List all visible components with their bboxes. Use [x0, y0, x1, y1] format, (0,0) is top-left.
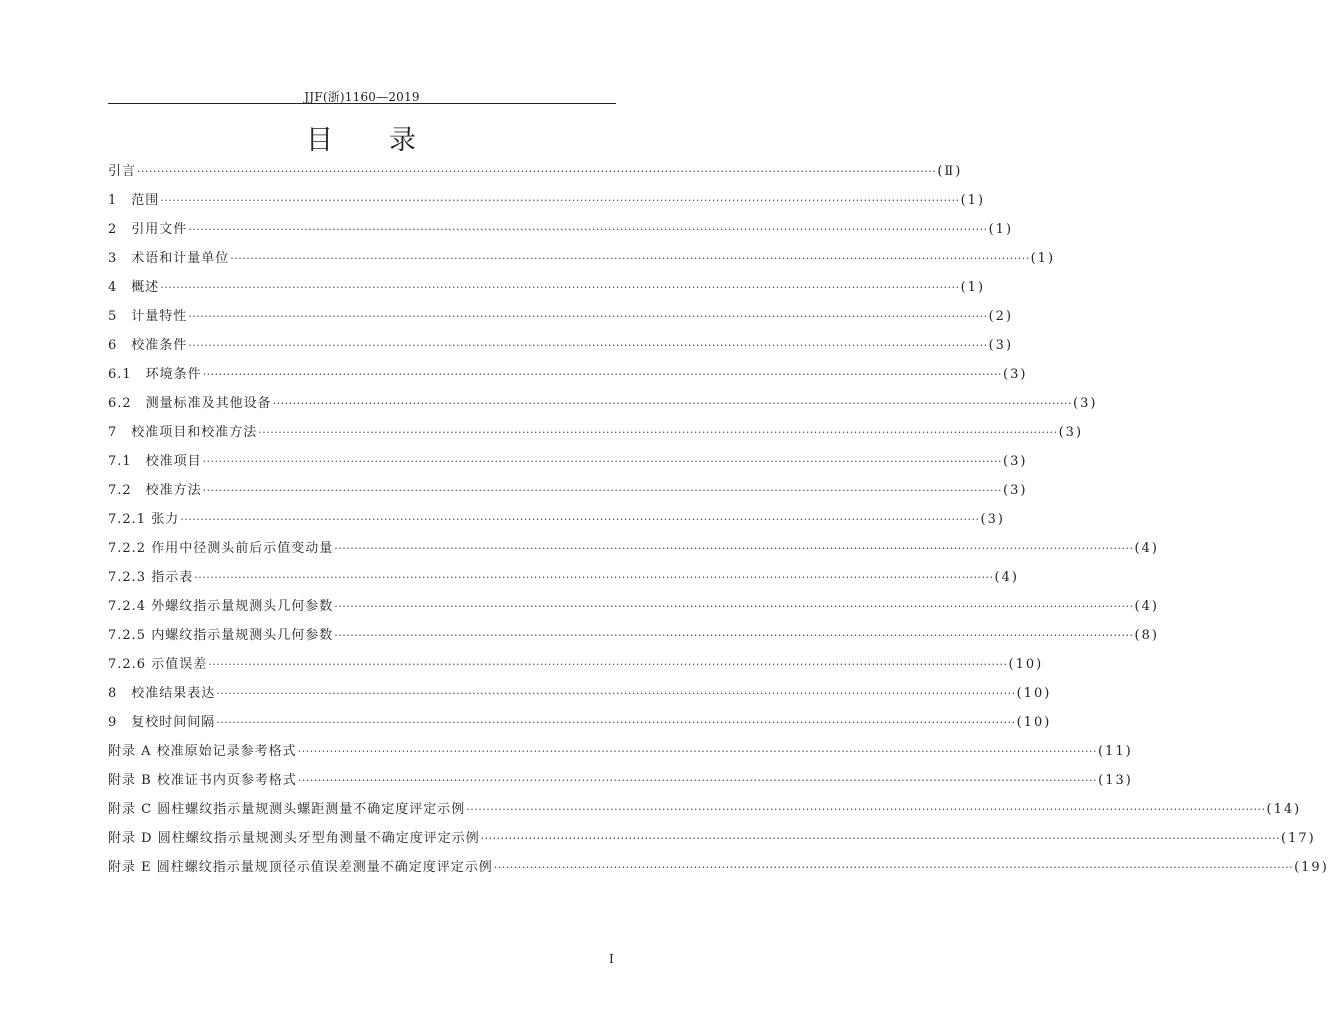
toc-entry[interactable]: [108, 189, 986, 218]
toc-entry[interactable]: [108, 276, 986, 305]
toc-entry[interactable]: [108, 479, 1028, 508]
toc-entry-page: (3): [1058, 425, 1084, 440]
toc-leader-dots: ········································································································································································································: [202, 368, 1003, 381]
document-code-header: JJF(浙)1160—2019: [304, 90, 420, 104]
toc-entry-page: (4): [1134, 541, 1159, 556]
toc-entry-label: 引言: [108, 164, 137, 179]
toc-entry[interactable]: [108, 305, 1014, 334]
toc-entry-label: 6 校准条件: [108, 338, 188, 353]
toc-leader-dots: ········································································································································································································: [272, 397, 1073, 410]
toc-entry[interactable]: [108, 856, 1329, 885]
toc-entry-label: 7.2.6 示值误差: [108, 657, 208, 672]
toc-leader-dots: ········································································································································································································: [188, 310, 988, 323]
toc-entry-page: (1): [960, 280, 986, 295]
toc-entry-page: (2): [988, 309, 1014, 324]
header-divider: [108, 103, 616, 104]
toc-entry[interactable]: [108, 798, 1302, 827]
toc-entry-page: (3): [980, 512, 1005, 527]
toc-leader-dots: ········································································································································································································: [216, 687, 1016, 700]
toc-entry-page: (8): [1134, 628, 1159, 643]
toc-entry[interactable]: [108, 334, 1014, 363]
toc-entry-label: 4 概述: [108, 280, 160, 295]
toc-entry-page: (10): [1016, 686, 1052, 701]
toc-entry-page: (3): [1003, 454, 1028, 469]
toc-entry-page: (3): [1003, 367, 1028, 382]
page-number: I: [609, 952, 614, 966]
toc-leader-dots: ········································································································································································································: [202, 455, 1003, 468]
toc-entry-label: 7 校准项目和校准方法: [108, 425, 258, 440]
toc-leader-dots: ········································································································································································································: [194, 571, 994, 584]
toc-entry[interactable]: [108, 624, 1159, 653]
toc-entry-label: 3 术语和计量单位: [108, 251, 230, 266]
toc-entry-page: (14): [1266, 802, 1302, 817]
toc-entry-page: (1): [1030, 251, 1056, 266]
toc-entry[interactable]: [108, 740, 1133, 769]
toc-entry-label: 6.1 环境条件: [108, 367, 202, 382]
toc-leader-dots: ········································································································································································································: [297, 774, 1098, 787]
toc-entry-label: 5 计量特性: [108, 309, 188, 324]
toc-entry[interactable]: [108, 421, 1084, 450]
toc-entry-page: (3): [1073, 396, 1098, 411]
toc-leader-dots: ········································································································································································································: [208, 658, 1008, 671]
toc-leader-dots: ········································································································································································································: [216, 716, 1016, 729]
toc-entry[interactable]: [108, 595, 1159, 624]
toc-leader-dots: ········································································································································································································: [180, 513, 980, 526]
toc-leader-dots: ········································································································································································································: [188, 339, 988, 352]
page-title: [0, 118, 724, 157]
toc-entry-page: (10): [1008, 657, 1044, 672]
toc-entry-label: 附录 D 圆柱螺纹指示量规测头牙型角测量不确定度评定示例: [108, 831, 480, 846]
toc-leader-dots: ········································································································································································································: [334, 542, 1134, 555]
toc-entry[interactable]: [108, 450, 1028, 479]
toc-entry[interactable]: [108, 537, 1159, 566]
toc-leader-dots: ········································································································································································································: [230, 252, 1030, 265]
toc-entry[interactable]: [108, 827, 1316, 856]
toc-leader-dots: ········································································································································································································: [137, 165, 937, 178]
toc-entry[interactable]: [108, 682, 1052, 711]
toc-entry-label: 7.2.3 指示表: [108, 570, 194, 585]
toc-leader-dots: ········································································································································································································: [297, 745, 1097, 758]
toc-entry[interactable]: [108, 508, 1005, 537]
toc-entry-label: 附录 C 圆柱螺纹指示量规测头螺距测量不确定度评定示例: [108, 802, 466, 817]
toc-entry-page: (3): [1003, 483, 1028, 498]
toc-entry-page: (10): [1016, 715, 1052, 730]
toc-entry-label: 附录 A 校准原始记录参考格式: [108, 744, 297, 759]
toc-entry-page: (17): [1281, 831, 1316, 846]
toc-entry[interactable]: [108, 160, 963, 189]
toc-leader-dots: ········································································································································································································: [466, 803, 1266, 816]
toc-leader-dots: ········································································································································································································: [334, 600, 1134, 613]
toc-entry-label: 8 校准结果表达: [108, 686, 216, 701]
toc-entry-label: 7.2.1 张力: [108, 512, 180, 527]
toc-entry-page: (4): [1134, 599, 1159, 614]
toc-entry[interactable]: [108, 566, 1019, 595]
toc-entry-label: 9 复校时间间隔: [108, 715, 216, 730]
toc-entry[interactable]: [108, 711, 1052, 740]
toc-entry-label: 7.1 校准项目: [108, 454, 202, 469]
toc-leader-dots: ········································································································································································································: [258, 426, 1058, 439]
title-char-left: 目: [306, 125, 335, 156]
toc-leader-dots: ········································································································································································································: [493, 861, 1294, 874]
toc-entry[interactable]: [108, 218, 1014, 247]
toc-entry[interactable]: [108, 769, 1133, 798]
toc-leader-dots: ········································································································································································································: [202, 484, 1003, 497]
toc-entry-page: (1): [960, 193, 986, 208]
toc-entry-label: 7.2.5 内螺纹指示量规测头几何参数: [108, 628, 334, 643]
toc-entry[interactable]: [108, 392, 1098, 421]
toc-entry-label: 附录 B 校准证书内页参考格式: [108, 773, 297, 788]
toc-leader-dots: ········································································································································································································: [160, 194, 960, 207]
toc-entry-page: (4): [994, 570, 1019, 585]
toc-entry-label: 6.2 测量标准及其他设备: [108, 396, 272, 411]
toc-entry-label: 附录 E 圆柱螺纹指示量规顶径示值误差测量不确定度评定示例: [108, 860, 493, 875]
toc-entry-page: (Ⅱ): [937, 164, 963, 179]
toc-entry-page: (19): [1294, 860, 1329, 875]
toc-entry-page: (13): [1098, 773, 1133, 788]
title-char-right: 录: [389, 125, 418, 156]
toc-entry-page: (1): [988, 222, 1014, 237]
toc-entry[interactable]: [108, 653, 1044, 682]
toc-entry[interactable]: [108, 363, 1028, 392]
toc-entry-label: 7.2.4 外螺纹指示量规测头几何参数: [108, 599, 334, 614]
toc-entry-label: 7.2 校准方法: [108, 483, 202, 498]
toc-entry-page: (3): [988, 338, 1014, 353]
toc-entry-label: 7.2.2 作用中径测头前后示值变动量: [108, 541, 334, 556]
toc-entry-label: 1 范围: [108, 193, 160, 208]
toc-entry-page: (11): [1097, 744, 1133, 759]
table-of-contents: [108, 160, 1329, 885]
toc-leader-dots: ········································································································································································································: [188, 223, 988, 236]
toc-entry[interactable]: [108, 247, 1056, 276]
toc-entry-label: 2 引用文件: [108, 222, 188, 237]
toc-leader-dots: ········································································································································································································: [480, 832, 1281, 845]
toc-leader-dots: ········································································································································································································: [160, 281, 960, 294]
toc-leader-dots: ········································································································································································································: [334, 629, 1134, 642]
